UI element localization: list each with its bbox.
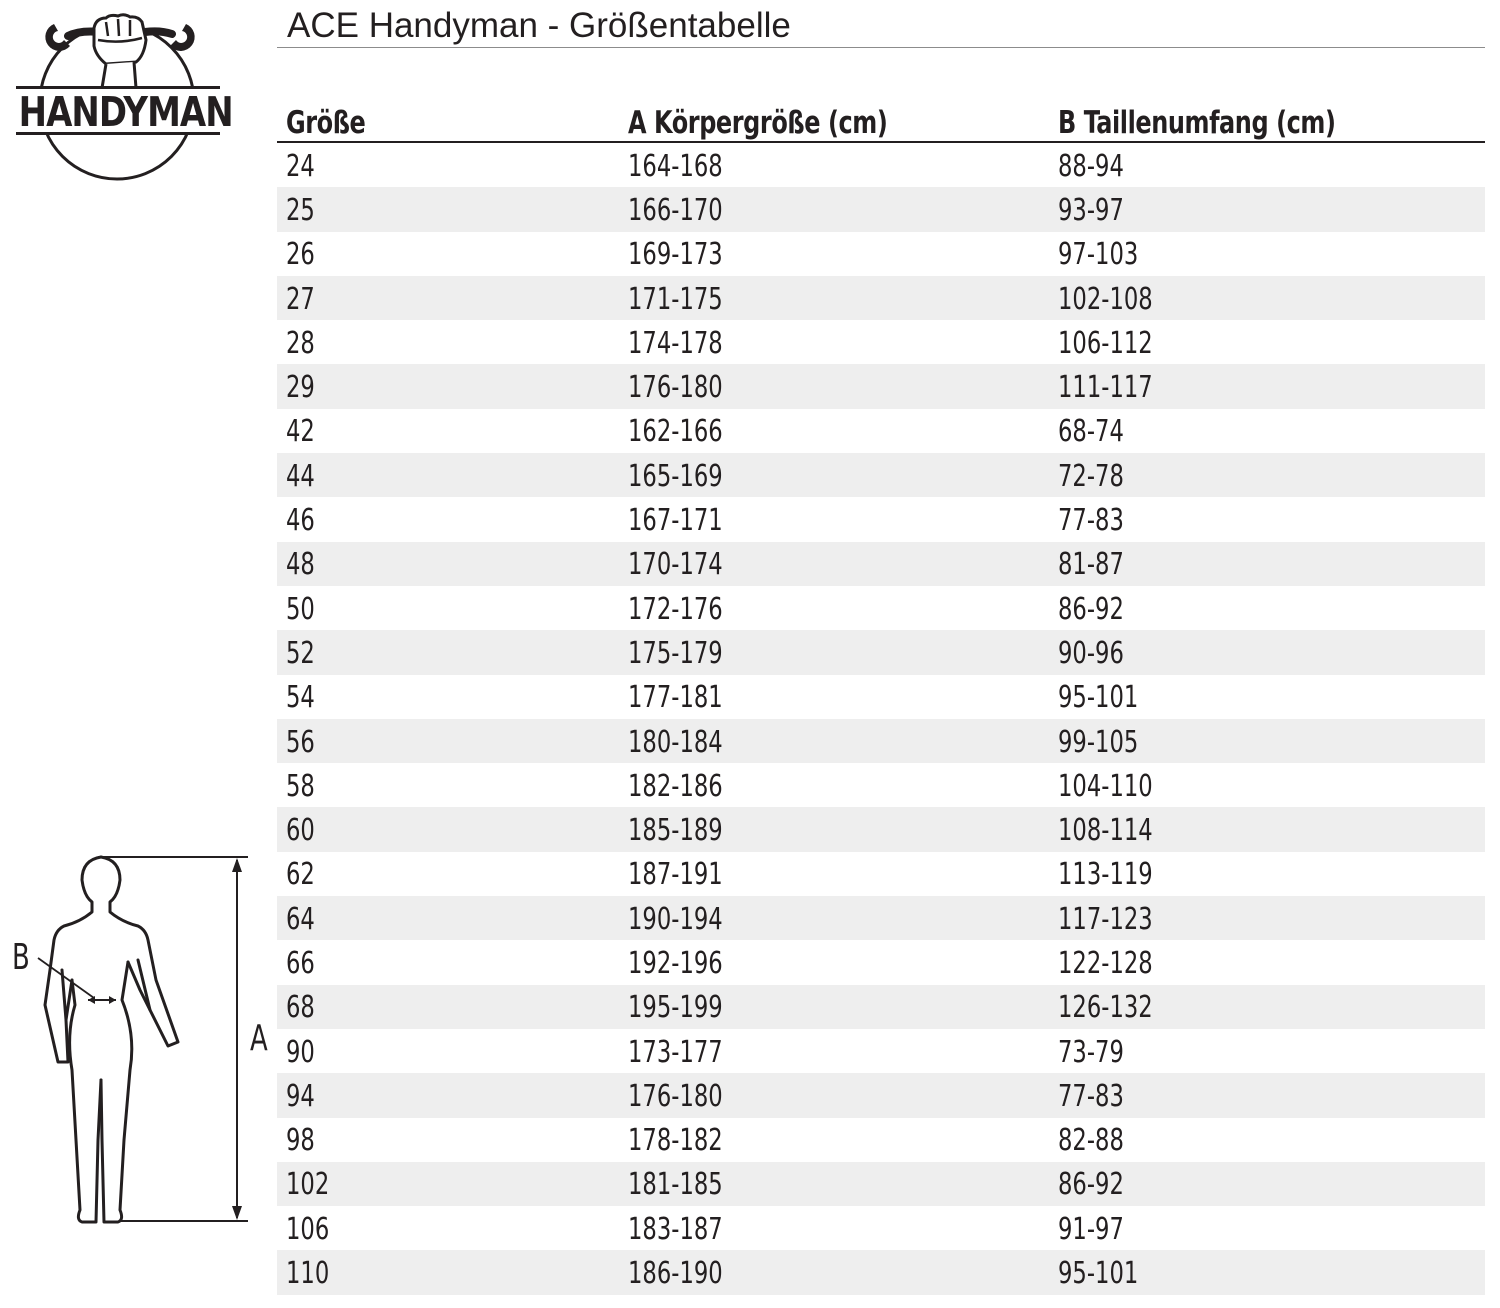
cell-size: 26 bbox=[286, 237, 315, 273]
cell-waist: 86-92 bbox=[1058, 591, 1124, 627]
cell-waist: 95-101 bbox=[1058, 1250, 1485, 1294]
cell-height: 165-169 bbox=[628, 453, 1058, 497]
cell-size: 27 bbox=[277, 276, 628, 320]
cell-waist: 73-79 bbox=[1058, 1034, 1124, 1070]
cell-size: 44 bbox=[277, 453, 628, 497]
cell-size: 68 bbox=[277, 985, 628, 1029]
cell-height: 183-187 bbox=[628, 1211, 723, 1247]
body-measurement-figure bbox=[0, 840, 280, 1240]
table-body bbox=[277, 142, 1485, 1295]
table-row bbox=[277, 320, 1485, 364]
cell-size: 60 bbox=[277, 807, 628, 851]
cell-waist: 82-88 bbox=[1058, 1123, 1124, 1159]
table-row bbox=[277, 719, 1485, 763]
table-row bbox=[277, 675, 1485, 719]
cell-size: 90 bbox=[286, 1034, 315, 1070]
cell-height: 181-185 bbox=[628, 1162, 1058, 1206]
cell-height: 176-180 bbox=[628, 364, 1058, 408]
cell-size: 48 bbox=[277, 542, 628, 586]
cell-waist: 95-101 bbox=[1058, 680, 1139, 716]
cell-waist: 111-117 bbox=[1058, 364, 1485, 408]
table-row bbox=[277, 187, 1485, 231]
cell-size: 62 bbox=[286, 857, 315, 893]
cell-waist: 86-92 bbox=[1058, 1162, 1485, 1206]
cell-height: 190-194 bbox=[628, 896, 1058, 940]
cell-waist: 97-103 bbox=[1058, 237, 1139, 273]
size-table bbox=[277, 96, 1485, 1295]
cell-waist: 72-78 bbox=[1058, 453, 1485, 497]
table-row bbox=[277, 497, 1485, 541]
table-row bbox=[277, 276, 1485, 320]
table-row bbox=[277, 542, 1485, 586]
cell-waist: 93-97 bbox=[1058, 187, 1485, 231]
cell-height: 176-180 bbox=[628, 1073, 1058, 1117]
cell-size: 54 bbox=[286, 680, 315, 716]
label-a: A bbox=[250, 1018, 268, 1059]
column-header-height: A Körpergröße (cm) bbox=[628, 96, 1058, 142]
cell-size: 94 bbox=[277, 1073, 628, 1117]
cell-size: 46 bbox=[286, 503, 315, 539]
cell-height: 185-189 bbox=[628, 807, 1058, 851]
cell-size: 98 bbox=[286, 1123, 315, 1159]
cell-size: 110 bbox=[277, 1250, 628, 1294]
table-row bbox=[277, 232, 1485, 276]
cell-size: 29 bbox=[277, 364, 628, 408]
cell-waist: 104-110 bbox=[1058, 768, 1153, 804]
cell-height: 177-181 bbox=[628, 680, 723, 716]
table-row bbox=[277, 142, 1485, 187]
cell-size: 25 bbox=[277, 187, 628, 231]
table-row bbox=[277, 409, 1485, 453]
cell-size: 64 bbox=[277, 896, 628, 940]
cell-height: 170-174 bbox=[628, 542, 1058, 586]
cell-height: 187-191 bbox=[628, 857, 723, 893]
cell-waist: 117-123 bbox=[1058, 896, 1485, 940]
cell-height: 169-173 bbox=[628, 237, 723, 273]
cell-waist: 77-83 bbox=[1058, 503, 1124, 539]
table-header-row bbox=[277, 96, 1485, 142]
table-row bbox=[277, 1250, 1485, 1294]
cell-size: 52 bbox=[277, 630, 628, 674]
table-row bbox=[277, 763, 1485, 807]
cell-size: 42 bbox=[286, 414, 315, 450]
body-measurement-icon bbox=[0, 840, 280, 1240]
cell-size: 102 bbox=[277, 1162, 628, 1206]
table-row bbox=[277, 985, 1485, 1029]
table-row bbox=[277, 586, 1485, 630]
column-header-waist: B Taillenumfang (cm) bbox=[1058, 96, 1485, 142]
cell-height: 172-176 bbox=[628, 591, 723, 627]
brand-wordmark: HANDYMAN bbox=[18, 88, 233, 136]
cell-waist: 81-87 bbox=[1058, 542, 1485, 586]
cell-waist: 113-119 bbox=[1058, 857, 1153, 893]
cell-waist: 106-112 bbox=[1058, 325, 1153, 361]
table-row bbox=[277, 807, 1485, 851]
cell-waist: 77-83 bbox=[1058, 1073, 1485, 1117]
cell-size: 66 bbox=[286, 945, 315, 981]
cell-height: 180-184 bbox=[628, 719, 1058, 763]
cell-size: 50 bbox=[286, 591, 315, 627]
cell-waist: 108-114 bbox=[1058, 807, 1485, 851]
cell-height: 178-182 bbox=[628, 1123, 723, 1159]
table-row bbox=[277, 1206, 1485, 1250]
cell-height: 174-178 bbox=[628, 325, 723, 361]
table-row bbox=[277, 453, 1485, 497]
cell-height: 175-179 bbox=[628, 630, 1058, 674]
cell-waist: 99-105 bbox=[1058, 719, 1485, 763]
cell-height: 182-186 bbox=[628, 768, 723, 804]
table-row bbox=[277, 1029, 1485, 1073]
brand-logo bbox=[10, 10, 233, 185]
table-row bbox=[277, 364, 1485, 408]
cell-waist: 88-94 bbox=[1058, 148, 1124, 184]
page-title: ACE Handyman - Größentabelle bbox=[287, 6, 791, 45]
cell-size: 58 bbox=[286, 768, 315, 804]
cell-height: 166-170 bbox=[628, 187, 1058, 231]
column-header-size: Größe bbox=[277, 96, 628, 142]
table-row bbox=[277, 896, 1485, 940]
cell-size: 106 bbox=[286, 1211, 330, 1247]
label-b: B bbox=[12, 937, 30, 978]
table-row bbox=[277, 940, 1485, 984]
cell-waist: 122-128 bbox=[1058, 945, 1153, 981]
table-row bbox=[277, 1073, 1485, 1117]
table-row bbox=[277, 630, 1485, 674]
cell-waist: 68-74 bbox=[1058, 414, 1124, 450]
cell-height: 167-171 bbox=[628, 503, 723, 539]
table-row bbox=[277, 1118, 1485, 1162]
table-row bbox=[277, 1162, 1485, 1206]
cell-height: 164-168 bbox=[628, 148, 723, 184]
cell-waist: 102-108 bbox=[1058, 276, 1485, 320]
title-divider bbox=[277, 47, 1485, 48]
table-row bbox=[277, 852, 1485, 896]
cell-size: 24 bbox=[286, 148, 315, 184]
cell-size: 56 bbox=[277, 719, 628, 763]
cell-height: 192-196 bbox=[628, 945, 723, 981]
cell-waist: 91-97 bbox=[1058, 1211, 1124, 1247]
cell-height: 162-166 bbox=[628, 414, 723, 450]
cell-height: 195-199 bbox=[628, 985, 1058, 1029]
cell-size: 28 bbox=[286, 325, 315, 361]
cell-waist: 90-96 bbox=[1058, 630, 1485, 674]
cell-waist: 126-132 bbox=[1058, 985, 1485, 1029]
cell-height: 186-190 bbox=[628, 1250, 1058, 1294]
cell-height: 171-175 bbox=[628, 276, 1058, 320]
cell-height: 173-177 bbox=[628, 1034, 723, 1070]
